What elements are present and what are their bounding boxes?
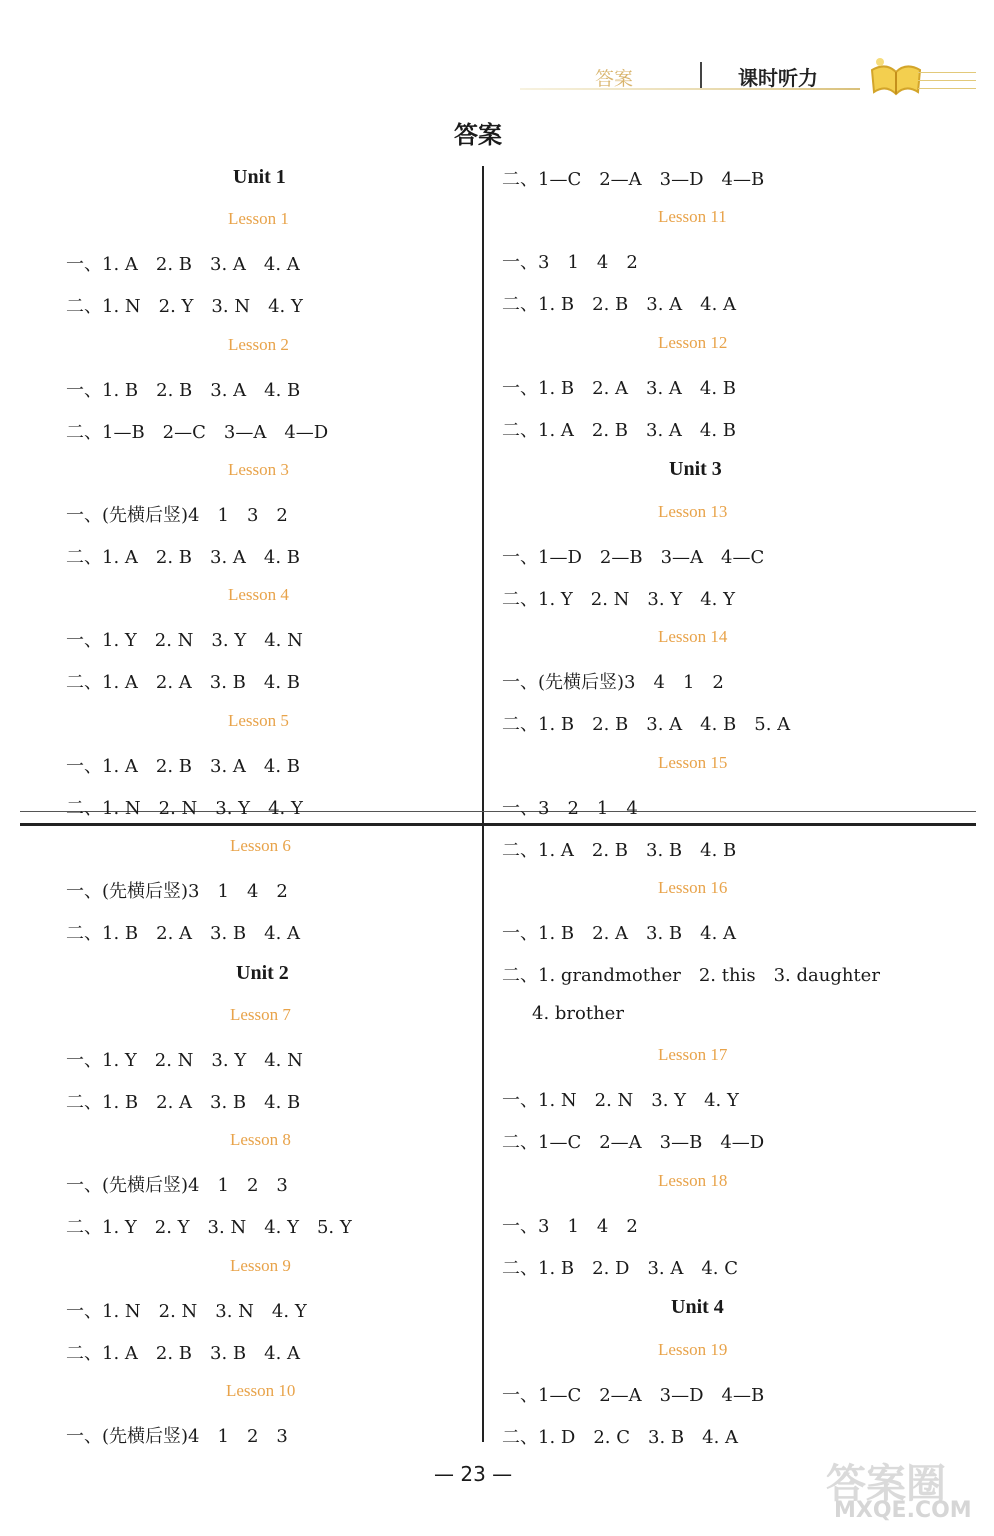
lesson-heading: Lesson 7 (230, 1005, 291, 1024)
answer-line: 一、(先横后竖)4 1 2 3 (66, 1426, 288, 1447)
answer-line: 一、3 1 4 2 (502, 252, 638, 273)
answer-line: 一、1. Y 2. N 3. Y 4. N (66, 1050, 303, 1071)
column-divider (482, 166, 484, 1442)
answer-line: 二、1. grandmother 2. this 3. daughter (502, 965, 880, 986)
lesson-heading: Lesson 8 (230, 1130, 291, 1149)
lesson-heading: Lesson 19 (658, 1340, 728, 1359)
lesson-heading: Lesson 13 (658, 502, 728, 521)
answer-line: 一、1. B 2. A 3. A 4. B (502, 378, 737, 399)
answer-line: 二、1—C 2—A 3—B 4—D (502, 1132, 765, 1153)
header-section-tag: 答案 (595, 68, 634, 90)
answer-line: 二、1. A 2. B 3. B 4. A (66, 1343, 301, 1364)
answer-line: 二、1—C 2—A 3—D 4—B (502, 169, 765, 190)
lesson-heading: Lesson 9 (230, 1256, 291, 1275)
answer-line: 一、1. B 2. B 3. A 4. B (66, 380, 301, 401)
answer-line: 二、1. N 2. N 3. Y 4. Y (66, 798, 303, 819)
answer-line: 二、1. A 2. B 3. B 4. B (502, 840, 737, 861)
unit-heading: Unit 4 (671, 1296, 724, 1318)
lesson-heading: Lesson 6 (230, 836, 291, 855)
answer-line: 二、1. B 2. A 3. B 4. B (66, 1092, 301, 1113)
answer-line: 一、(先横后竖)4 1 3 2 (66, 505, 288, 526)
answer-line: 二、1. A 2. B 3. A 4. B (66, 547, 301, 568)
answer-line: 二、1. B 2. B 3. A 4. B 5. A (502, 714, 791, 735)
lesson-heading: Lesson 2 (228, 335, 289, 354)
unit-heading: Unit 3 (669, 458, 722, 480)
lesson-heading: Lesson 17 (658, 1045, 728, 1064)
answer-line: 一、1—C 2—A 3—D 4—B (502, 1385, 765, 1406)
lesson-heading: Lesson 12 (658, 333, 728, 352)
answer-line: 二、1. B 2. B 3. A 4. A (502, 294, 737, 315)
header-book-title: 课时听力 (738, 66, 818, 90)
cut-line-thick (20, 823, 976, 826)
lesson-heading: Lesson 5 (228, 711, 289, 730)
lesson-heading: Lesson 16 (658, 878, 728, 897)
answer-line: 一、3 1 4 2 (502, 1216, 638, 1237)
answer-line: 一、1. B 2. A 3. B 4. A (502, 923, 737, 944)
page-number: — 23 — (434, 1462, 513, 1486)
answer-line: 一、(先横后竖)4 1 2 3 (66, 1175, 288, 1196)
header-separator (700, 62, 702, 88)
answer-line: 一、1. N 2. N 3. Y 4. Y (502, 1090, 739, 1111)
answer-line: 二、1. N 2. Y 3. N 4. Y (66, 296, 303, 317)
answer-line: 二、1. B 2. A 3. B 4. A (66, 923, 301, 944)
answer-line: 二、1. B 2. D 3. A 4. C (502, 1258, 739, 1279)
answer-line: 二、1. A 2. B 3. A 4. B (502, 420, 737, 441)
lesson-heading: Lesson 4 (228, 585, 289, 604)
answer-line: 一、1. A 2. B 3. A 4. B (66, 756, 301, 777)
lesson-heading: Lesson 18 (658, 1171, 728, 1190)
lesson-heading: Lesson 1 (228, 209, 289, 228)
page-title: 答案 (454, 121, 502, 149)
answer-line: 一、(先横后竖)3 4 1 2 (502, 672, 724, 693)
answer-line: 二、1—B 2—C 3—A 4—D (66, 422, 329, 443)
lesson-heading: Lesson 10 (226, 1381, 296, 1400)
unit-heading: Unit 1 (233, 166, 286, 188)
answer-line: 一、3 2 1 4 (502, 798, 638, 819)
answer-line: 一、1. A 2. B 3. A 4. A (66, 254, 300, 275)
answer-line: 一、1. Y 2. N 3. Y 4. N (66, 630, 303, 651)
answer-line: 4. brother (532, 1003, 624, 1024)
lesson-heading: Lesson 14 (658, 627, 728, 646)
book-icon (866, 54, 926, 104)
answer-line: 一、1—D 2—B 3—A 4—C (502, 547, 765, 568)
answer-line: 二、1. A 2. A 3. B 4. B (66, 672, 301, 693)
lesson-heading: Lesson 15 (658, 753, 728, 772)
watermark-site: MXQE.COM (834, 1498, 972, 1523)
answer-line: 一、(先横后竖)3 1 4 2 (66, 881, 288, 902)
answer-line: 二、1. Y 2. N 3. Y 4. Y (502, 589, 735, 610)
watermark-logo: 答案圈 (826, 1461, 946, 1507)
answer-line: 二、1. Y 2. Y 3. N 4. Y 5. Y (66, 1217, 352, 1238)
lesson-heading: Lesson 11 (658, 207, 727, 226)
answer-line: 二、1. D 2. C 3. B 4. A (502, 1427, 739, 1448)
lesson-heading: Lesson 3 (228, 460, 289, 479)
unit-heading: Unit 2 (236, 962, 289, 984)
answer-line: 一、1. N 2. N 3. N 4. Y (66, 1301, 307, 1322)
